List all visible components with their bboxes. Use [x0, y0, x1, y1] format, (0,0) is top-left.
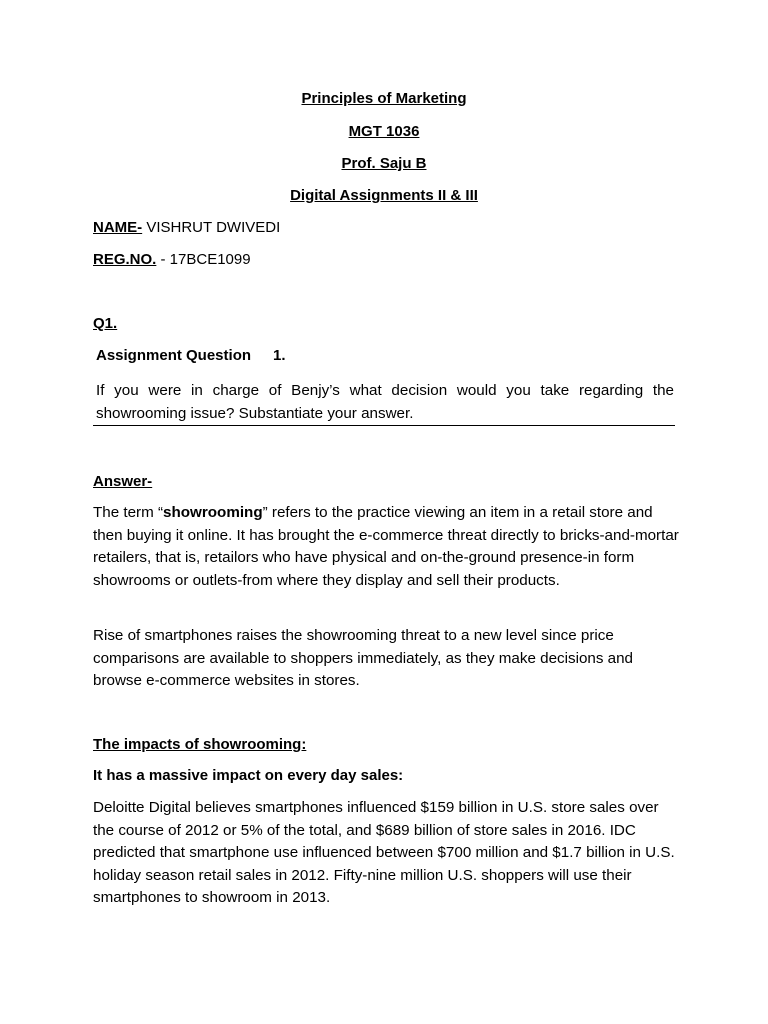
answer-paragraph-1: [93, 502, 683, 592]
reg-value: - 17BCE1099: [156, 251, 251, 268]
reg-no-line: [93, 251, 251, 268]
answer-label: Answer-: [93, 473, 153, 490]
impacts-paragraph: Deloitte Digital believes smartphones influenced $159 billion in U.S. store sales over the course of 2012 or 5% of the total, and $689 billion of store sales in 2016. IDC predicted that smartphone use influenced between $700 million and $1.7 billion in U.S. holiday season retail sales in 2012. Fifty-nine million U.S. shoppers will use their smartphones to showroom in 2013.: [93, 799, 675, 906]
professor-name: Prof. Saju B: [341, 155, 427, 172]
question-number: 1.: [273, 347, 286, 364]
name-value: VISHRUT DWIVEDI: [146, 219, 281, 236]
name-label: NAME-: [93, 219, 143, 236]
p1-before: The term “: [93, 504, 164, 521]
course-code: MGT 1036: [348, 123, 420, 140]
p1-bold-term: showrooming: [163, 504, 263, 521]
reg-label: REG.NO.: [93, 251, 157, 268]
question-label: Q1.: [93, 315, 118, 332]
question-text: If you were in charge of Benjy’s what decision would you take regarding the showrooming issue? Substantiate your answer.: [96, 382, 674, 422]
question-heading: Assignment Question: [96, 347, 252, 364]
p1-after: ” refers to the practice viewing an item in a retail store and then buying it online. It has brought the e-commerce threat directly to bricks-and-mortar retailers, that is, retailors who have physical and on-the-ground presence-in form showrooms or outlets-from where they display and sell their products.: [93, 504, 679, 589]
course-title: Principles of Marketing: [301, 90, 467, 107]
student-name-line: [93, 219, 280, 236]
question-box: [93, 345, 675, 426]
impacts-subheading: It has a massive impact on every day sales:: [93, 767, 404, 784]
impacts-heading: The impacts of showrooming:: [93, 736, 307, 753]
question-heading-line: [96, 347, 286, 364]
answer-paragraph-2: Rise of smartphones raises the showrooming threat to a new level since price comparisons are available to shoppers immediately, as they make decisions and browse e-commerce websites in stores.: [93, 627, 633, 689]
assignment-title: Digital Assignments II & III: [290, 187, 478, 204]
